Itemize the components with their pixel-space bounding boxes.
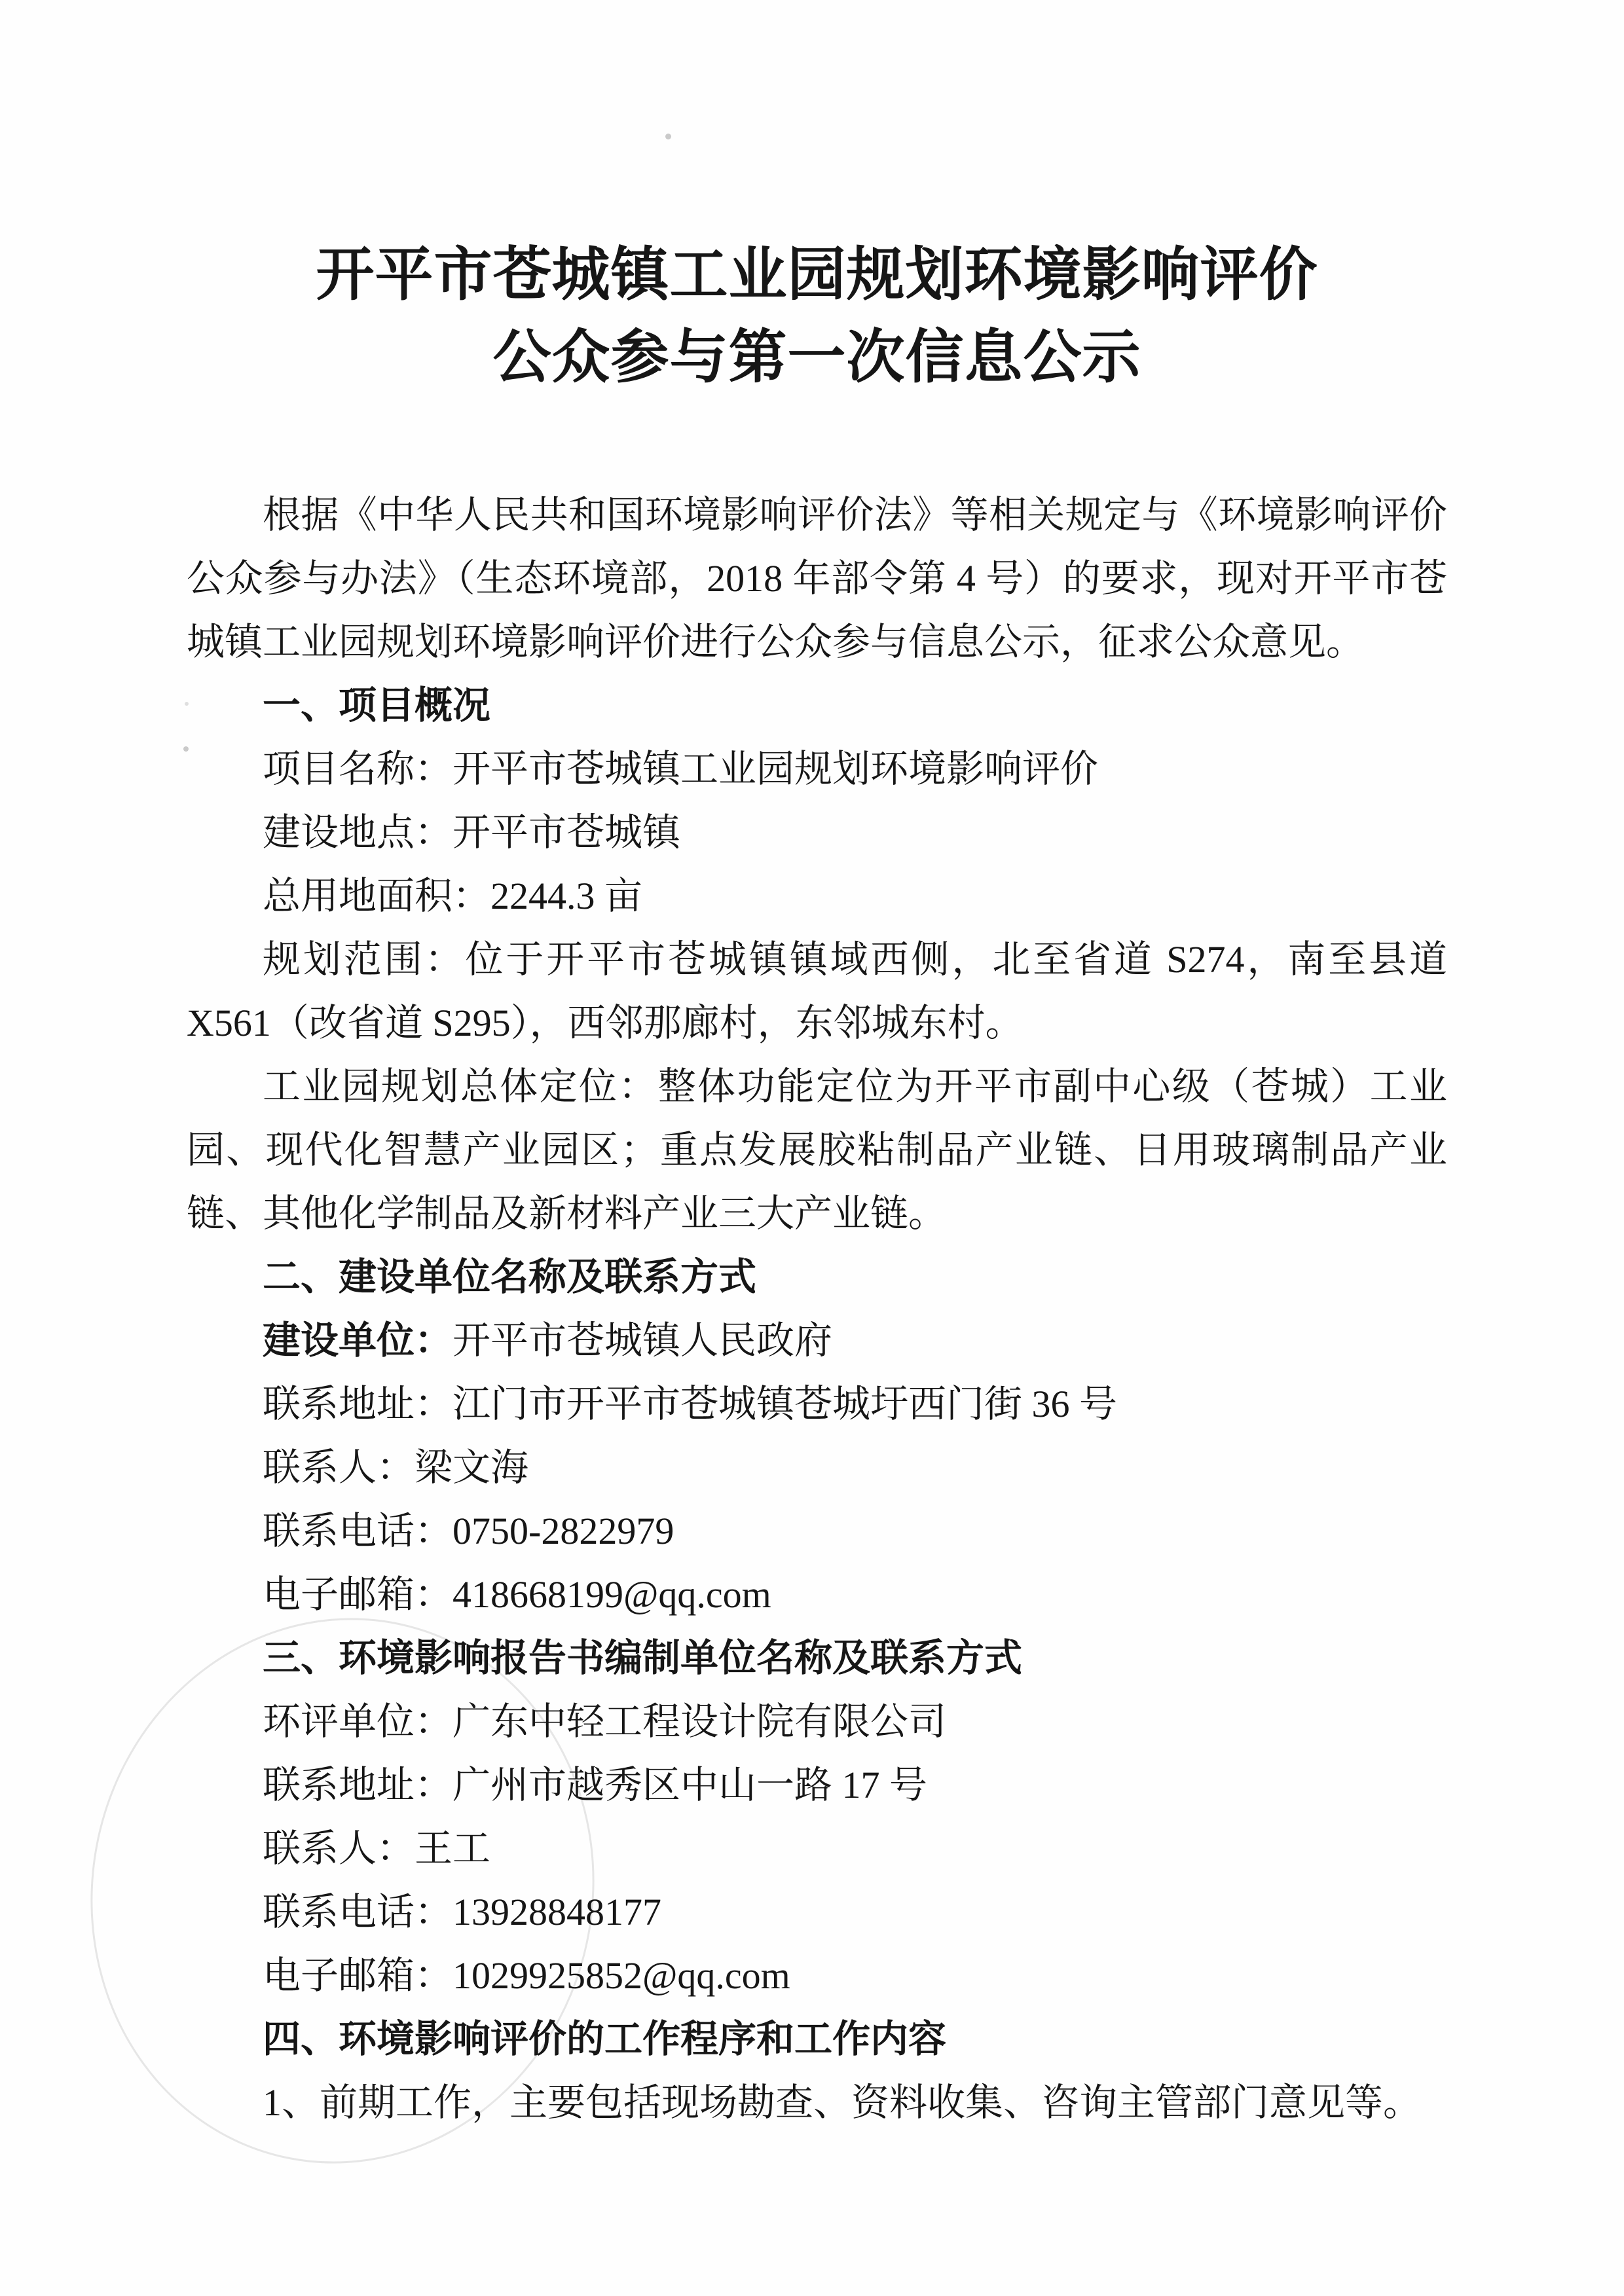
title-line-1: 开平市苍城镇工业园规划环境影响评价 (316, 244, 1318, 308)
unit-contact-line: 联系人：梁文海 (263, 1446, 529, 1489)
construction-unit-label: 建设单位： (263, 1319, 453, 1362)
unit-phone-line: 联系电话：0750-2822979 (263, 1510, 674, 1552)
planning-scope-paragraph: 规划范围：位于开平市苍城镇镇域西侧，北至省道 S274，南至县道 X561（改省道 S295），西邻那廊村，东邻城东村。 (187, 938, 1447, 1044)
section2-heading: 二、建设单位名称及联系方式 (263, 1256, 757, 1298)
document-content (187, 234, 1447, 2134)
construction-unit-value: 开平市苍城镇人民政府 (452, 1319, 833, 1362)
title-line-2: 公众参与第一次信息公示 (492, 326, 1141, 390)
eia-phone-line: 联系电话：13928848177 (263, 1891, 662, 1933)
scan-artifact-speck (665, 134, 671, 139)
document-title (187, 234, 1447, 399)
section3-heading: 三、环境影响报告书编制单位名称及联系方式 (263, 1637, 1023, 1679)
unit-address-line: 联系地址：江门市开平市苍城镇苍城圩西门街 36 号 (263, 1383, 1118, 1425)
land-area-line: 总用地面积：2244.3 亩 (263, 875, 643, 917)
unit-email-line: 电子邮箱：418668199@qq.com (263, 1573, 771, 1616)
project-name-line: 项目名称：开平市苍城镇工业园规划环境影响评价 (263, 748, 1099, 790)
intro-paragraph: 根据《中华人民共和国环境影响评价法》等相关规定与《环境影响评价公众参与办法》（生态环境部，2018 年部令第 4 号）的要求，现对开平市苍城镇工业园规划环境影响评价进行公众参与信息公示，征求公众意见。 (187, 494, 1447, 663)
eia-contact-line: 联系人：王工 (263, 1827, 491, 1870)
work-item-1-line: 1、前期工作，主要包括现场勘查、资料收集、咨询主管部门意见等。 (263, 2081, 1422, 2124)
section1-heading: 一、项目概况 (263, 684, 491, 727)
construction-location-line: 建设地点：开平市苍城镇 (263, 811, 681, 854)
eia-address-line: 联系地址：广州市越秀区中山一路 17 号 (263, 1764, 928, 1806)
eia-email-line: 电子邮箱：1029925852@qq.com (263, 1954, 790, 1997)
eia-unit-line: 环评单位：广东中轻工程设计院有限公司 (263, 1700, 947, 1743)
section4-heading: 四、环境影响评价的工作程序和工作内容 (263, 2018, 947, 2060)
positioning-paragraph: 工业园规划总体定位：整体功能定位为开平市副中心级（苍城）工业园、现代化智慧产业园区；重点发展胶粘制品产业链、日用玻璃制品产业链、其他化学制品及新材料产业三大产业链。 (187, 1065, 1447, 1235)
construction-unit-line (187, 1309, 1447, 1372)
